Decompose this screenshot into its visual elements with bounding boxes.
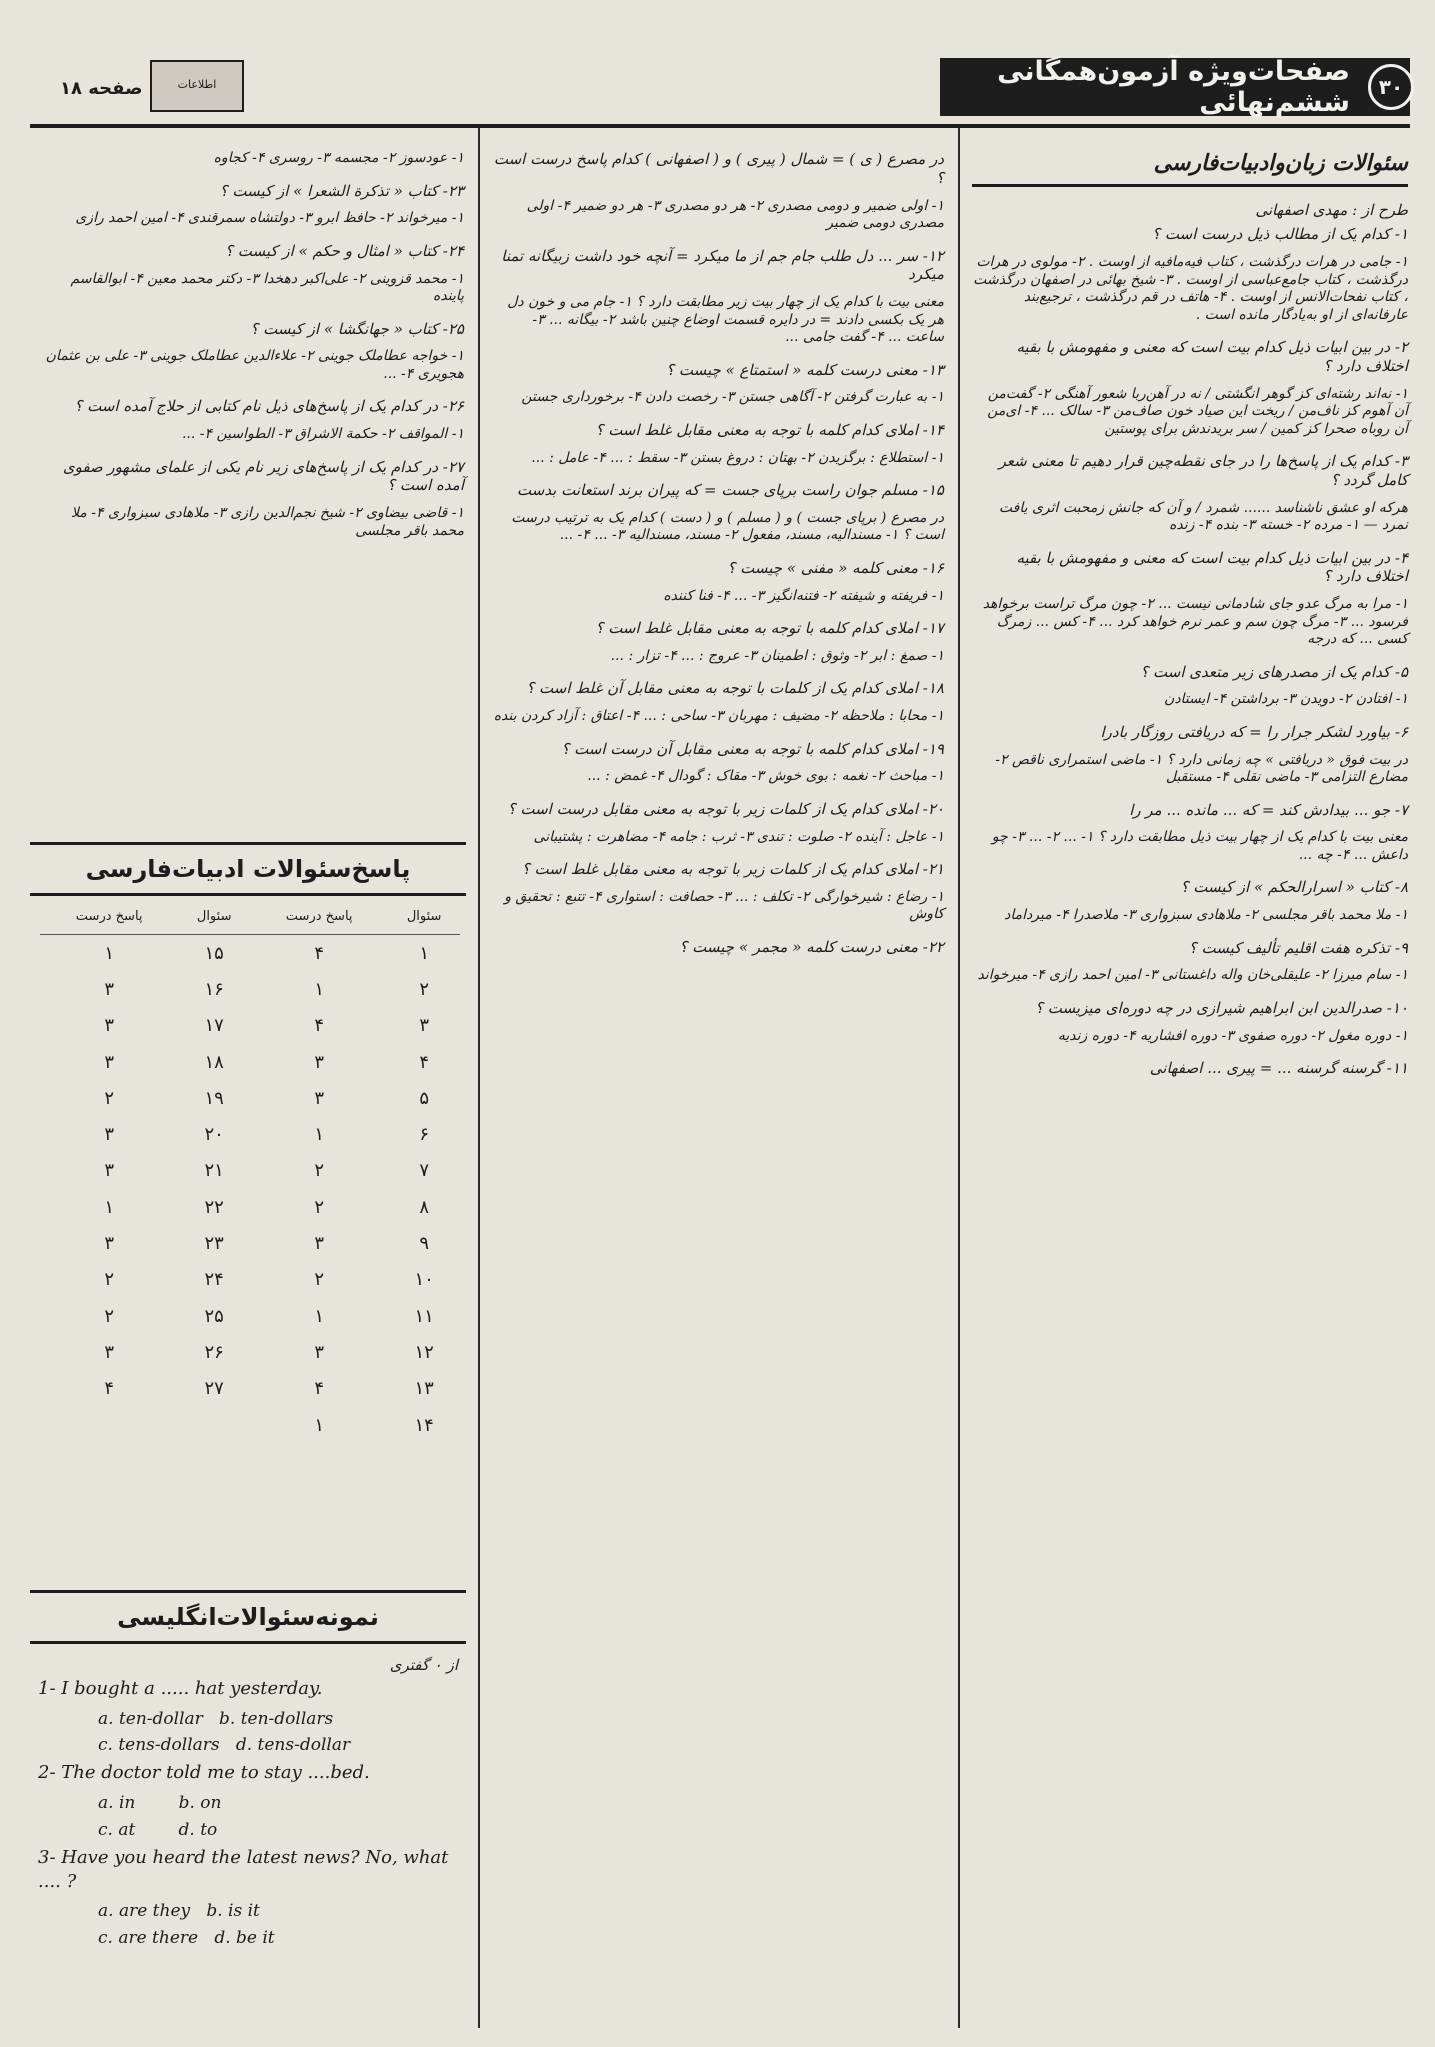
option-c: c. at bbox=[98, 1819, 136, 1840]
question: ۱۱- گرسنه گرسنه ... = پیری ... اصفهانی bbox=[1149, 1059, 1408, 1077]
cell: ۲۱ bbox=[204, 1160, 224, 1182]
cell: ۱ bbox=[314, 978, 324, 1000]
cell: ۱۷ bbox=[204, 1015, 224, 1037]
question: ۱۴- املای کدام کلمه با توجه به معنی مقابل غلط است ؟ bbox=[595, 420, 944, 439]
table-row bbox=[40, 1044, 460, 1080]
english-option bbox=[98, 1819, 458, 1842]
cell: ۱۰ bbox=[414, 1269, 434, 1291]
cell: ۲۶ bbox=[204, 1341, 224, 1363]
question-options: ۱- عودسوز ۲- مجسمه ۳- روسری ۴- کجاوه bbox=[213, 150, 464, 166]
cell: ۲۳ bbox=[204, 1233, 224, 1255]
question-options: ۱- فریفته و شیفته ۲- فتنه‌انگیز ۳- ... ۴- فنا کننده bbox=[663, 587, 944, 604]
middle-column bbox=[492, 150, 944, 967]
cell: ۳ bbox=[104, 1233, 114, 1255]
question-options: ۱- استطلاع : برگزیدن ۲- بهتان : دروغ بستن ۳- سقط : ... ۴- عامل : ... bbox=[531, 449, 944, 466]
cell: ۳ bbox=[104, 1160, 114, 1182]
question: ۸- کتاب « اسرارالحکم » از کیست ؟ bbox=[1180, 878, 1408, 897]
cell bbox=[178, 1407, 250, 1443]
cell: ۲۷ bbox=[204, 1378, 224, 1400]
question: ۱۵- مسلم جوان راست برپای جست = که پیران برند استعانت بدست bbox=[517, 481, 944, 499]
cell: ۳ bbox=[104, 1051, 114, 1073]
question: ۱۹- املای کدام کلمه با توجه به معنی مقابل آن درست است ؟ bbox=[561, 739, 944, 758]
cell: ۸ bbox=[419, 1196, 429, 1218]
cell: ۴ bbox=[314, 1378, 324, 1400]
english-question: 3- Have you heard the latest news? No, what .... ? bbox=[38, 1846, 449, 1892]
cell: ۱ bbox=[314, 1414, 324, 1436]
option-c: c. tens-dollars bbox=[98, 1735, 220, 1756]
cell: ۳ bbox=[104, 978, 114, 1000]
cell: ۲۵ bbox=[204, 1305, 224, 1327]
answers-header-row bbox=[40, 905, 460, 935]
cell: ۲۰ bbox=[204, 1124, 224, 1146]
cell: ۲ bbox=[314, 1196, 324, 1218]
question-options: ۱- جامی در هرات درگذشت ، کتاب فیه‌مافیه از اوست . ۲- مولوی در هرات درگذشت ، کتاب جامع‌عباسی از اوست . ۳- شیخ بهائی در اصفهان درگذشت ، کتاب نفحات‌الانس از اوست . ۴- هاتف در قم درگذشت ، ترجیع‌بند عارفانه‌ای از او به‌یادگار مانده است . bbox=[973, 254, 1408, 323]
right-column bbox=[972, 150, 1408, 1088]
cell: ۱۳ bbox=[414, 1378, 434, 1400]
cell: ۴ bbox=[104, 1378, 114, 1400]
table-row bbox=[40, 1334, 460, 1370]
cell: ۳ bbox=[314, 1087, 324, 1109]
cell: ۱۱ bbox=[414, 1305, 434, 1327]
english-question: 2- The doctor told me to stay ....bed. bbox=[38, 1762, 370, 1784]
table-row bbox=[40, 1262, 460, 1298]
cell: ۱ bbox=[104, 1196, 114, 1218]
question: ۳- کدام یک از پاسخ‌ها را در جای نقطه‌چین قرار دهیم تا معنی شعر کامل گردد ؟ bbox=[998, 452, 1408, 489]
question: ۲- در بین ابیات ذیل کدام بیت است که معنی و مفهومش با بقیه اختلاف دارد ؟ bbox=[1016, 338, 1408, 375]
english-option bbox=[98, 1792, 458, 1815]
header-title: صفحات‌ویژه آزمون‌همگانی‌ ششم‌نهائی bbox=[997, 56, 1350, 118]
header-cell: سئوال bbox=[178, 905, 250, 935]
header-cell: پاسخ درست bbox=[40, 905, 178, 935]
option-a: a. are they bbox=[98, 1901, 191, 1922]
question: ۲۵- کتاب « جهانگشا » از کیست ؟ bbox=[250, 319, 464, 338]
question-options: در مصرع ( برپای جست ) و ( مسلم ) و ( دست ) کدام یک به ترتیب درست است ؟ ۱- مسندالیه، مسند، مفعول ۲- مسند، مسندالیه ۳- ... ۴- ... bbox=[511, 509, 944, 544]
option-d: d. to bbox=[178, 1819, 218, 1840]
cell: ۲ bbox=[314, 1160, 324, 1182]
question-options: ۱- محمد قزوینی ۲- علی‌اکبر دهخدا ۳- دکتر محمد معین ۴- ابوالقاسم پاینده bbox=[70, 270, 464, 304]
cell: ۳ bbox=[314, 1233, 324, 1255]
header-cell: پاسخ درست bbox=[250, 905, 388, 935]
question-options: ۱- محابا : ملاحظه ۲- مضیف : مهربان ۳- ساحی : ... ۴- اعتاق : آزاد کردن بنده bbox=[493, 708, 944, 724]
question: ۱۲- سر ... دل طلب جام جم از ما میکرد = آنچه خود داشت زبیگانه تمنا میکرد bbox=[501, 246, 944, 284]
question-options: معنی بیت با کدام یک از چهار بیت زیر مطابقت دارد ؟ ۱- جام می و خون دل هر یک بکسی دادند = در دایره قسمت اوضاع چنین باشد ۲- بیگانه ... ۳- ساعت ... ۴- گفت جامی ... bbox=[507, 294, 944, 345]
option-b: b. on bbox=[178, 1792, 222, 1813]
english-note: از ۰ گفتری bbox=[389, 1656, 458, 1674]
top-divider bbox=[30, 124, 1410, 128]
option-d: d. be it bbox=[214, 1928, 275, 1949]
option-c: c. are there bbox=[98, 1928, 199, 1949]
question: ۲۶- در کدام یک از پاسخ‌های ذیل نام کتابی از حلاج آمده است ؟ bbox=[74, 397, 464, 416]
table-row bbox=[40, 1225, 460, 1261]
cell: ۲ bbox=[104, 1087, 114, 1109]
cell: ۱ bbox=[314, 1305, 324, 1327]
table-row bbox=[40, 1116, 460, 1152]
option-a: a. ten-dollar bbox=[98, 1708, 203, 1729]
cell: ۱ bbox=[314, 1124, 324, 1146]
question: ۶- بیاورد لشکر جرار را = که دریافتی روزگار بادرا bbox=[1100, 722, 1408, 741]
cell: ۱۴ bbox=[414, 1414, 434, 1436]
question-options: ۱- نه‌اند رشته‌ای کز گوهر انگشتی / نه در آهن‌ربا شعور آهنگی ۲- گفت‌من آن آهوم کز ناف‌من / ریخت این صیاد خون صاف‌من ۳- سالک ... ۴- ای‌من آن روباه صحرا کز کمین / سر بریدندش برای پوستین bbox=[987, 385, 1408, 437]
english-option bbox=[98, 1900, 458, 1923]
cell: ۵ bbox=[419, 1087, 429, 1109]
cell bbox=[40, 1407, 178, 1443]
cell: ۱۲ bbox=[414, 1341, 434, 1363]
question-options: ۱- به عبارت گرفتن ۲- آگاهی جستن ۳- رخصت دادن ۴- برخورداری جستن bbox=[521, 389, 944, 406]
question: ۲۱- املای کدام یک از کلمات زیر با توجه به معنی مقابل غلط است ؟ bbox=[521, 860, 944, 878]
cell: ۲۴ bbox=[204, 1269, 224, 1291]
option-a: a. in bbox=[98, 1792, 136, 1813]
cell: ۲ bbox=[104, 1269, 114, 1291]
question-options: ۱- المواقف ۲- حکمة الاشراق ۳- الطواسین ۴- ... bbox=[181, 426, 464, 442]
table-row bbox=[40, 1080, 460, 1116]
question: ۲۰- املای کدام یک از کلمات زیر با توجه به معنی مقابل درست است ؟ bbox=[507, 799, 944, 818]
logo-text: اطلاعات bbox=[177, 78, 217, 91]
question-options: هرکه او عشق ناشناسد ...... شمرد / و آن که جانش زمحبت اثری یافت نمرد — ۱- مرده ۲- خسته ۳- بنده ۴- زنده bbox=[998, 499, 1408, 533]
question-options: ۱- خواجه عطاملک جوینی ۲- علاءالدین عطاملک جوینی ۳- علی بن عثمان هجویری ۴- ... bbox=[45, 348, 464, 382]
question-options: ۱- صمغ : ابر ۲- وثوق : اطمینان ۳- عروج : ... ۴- تزار : ... bbox=[610, 647, 944, 664]
cell: ۳ bbox=[314, 1051, 324, 1073]
cell: ۳ bbox=[104, 1341, 114, 1363]
question: ۲۷- در کدام یک از پاسخ‌های زیر نام یکی از علمای مشهور صفوی آمده است ؟ bbox=[62, 457, 464, 495]
english-title: نمونه‌سئوالات‌انگلیسی bbox=[30, 1590, 466, 1644]
cell: ۱۶ bbox=[204, 978, 224, 1000]
table-row bbox=[40, 1298, 460, 1334]
question: ۱۳- معنی درست کلمه « استمتاع » چیست ؟ bbox=[666, 360, 944, 379]
english-question: 1- I bought a ..... hat yesterday. bbox=[38, 1678, 323, 1700]
cell: ۲ bbox=[104, 1305, 114, 1327]
question: ۲۲- معنی درست کلمه « مجمر » چیست ؟ bbox=[679, 937, 944, 956]
question-list-right bbox=[972, 225, 1408, 1078]
header-number-badge: ۳۰ bbox=[1368, 64, 1414, 110]
cell: ۳ bbox=[104, 1124, 114, 1146]
cell: ۲ bbox=[314, 1269, 324, 1291]
cell: ۶ bbox=[419, 1124, 429, 1146]
table-row bbox=[40, 935, 460, 972]
table-row bbox=[40, 1153, 460, 1189]
question: ۱۶- معنی کلمه « مفنی » چیست ؟ bbox=[727, 558, 944, 577]
cell: ۲۲ bbox=[204, 1196, 224, 1218]
cell: ۲ bbox=[419, 978, 429, 1000]
author-line: طرح از : مهدی اصفهانی bbox=[1255, 200, 1408, 219]
cell: ۴ bbox=[419, 1051, 429, 1073]
column-divider-right bbox=[958, 128, 960, 2028]
question: در مصرع ( ی ) = شمال ( پیری ) و ( اصفهانی ) کدام پاسخ درست است ؟ bbox=[493, 150, 944, 187]
table-row bbox=[40, 1371, 460, 1407]
left-column-questions bbox=[38, 150, 464, 554]
cell: ۴ bbox=[314, 1015, 324, 1037]
english-option bbox=[98, 1734, 458, 1757]
cell: ۳ bbox=[314, 1341, 324, 1363]
header-banner bbox=[940, 58, 1410, 116]
question-options: ۱- رضاع : شیرخوارگی ۲- تکلف : ... ۳- حصافت : استواری ۴- تتبع : تحقیق و کاوش bbox=[504, 888, 944, 923]
cell: ۱۵ bbox=[204, 942, 224, 964]
question: ۵- کدام یک از مصدرهای زیر متعدی است ؟ bbox=[1140, 662, 1408, 681]
question: ۱۷- املای کدام کلمه با توجه به معنی مقابل غلط است ؟ bbox=[595, 619, 944, 637]
cell: ۴ bbox=[314, 942, 324, 964]
question-options: ۱- دوره مغول ۲- دوره صفوی ۳- دوره افشاریه ۴- دوره زندیه bbox=[1057, 1027, 1408, 1044]
question-options: ۱- مرا به مرگ عدو جای شادمانی نیست ... ۲- چون مرگ تراست برخواهد فرسود ... ۳- مرگ چون سم و عمر نرم خواهد کرد ... ۴- کس ... زمرگ کسی ... که درجه bbox=[982, 596, 1408, 647]
answers-title: پاسخ‌سئوالات ادبیات‌فارسی bbox=[30, 842, 466, 896]
option-d: d. tens-dollar bbox=[235, 1735, 351, 1756]
option-b: b. ten-dollars bbox=[219, 1708, 334, 1729]
cell: ۱ bbox=[104, 942, 114, 964]
cell: ۱۹ bbox=[204, 1087, 224, 1109]
question-options: ۱- عاجل : آینده ۲- صلوت : تندی ۳- ثرب : جامه ۴- مضاهرت : پشتیبانی bbox=[533, 828, 944, 845]
cell: ۳ bbox=[104, 1015, 114, 1037]
option-b: b. is it bbox=[206, 1901, 260, 1922]
question-options: ۱- ملا محمد باقر مجلسی ۲- ملاهادی سبزواری ۳- ملاصدرا ۴- میرداماد bbox=[1004, 907, 1408, 923]
cell: ۹ bbox=[419, 1233, 429, 1255]
table-row bbox=[40, 1008, 460, 1044]
question-options: ۱- اولی ضمیر و دومی مصدری ۲- هر دو مصدری ۳- هر دو ضمیر ۴- اولی مصدری دومی ضمیر bbox=[526, 197, 944, 231]
cell: ۷ bbox=[419, 1160, 429, 1182]
question: ۹- تذکره هفت اقلیم تألیف کیست ؟ bbox=[1188, 938, 1408, 957]
table-row bbox=[40, 1189, 460, 1225]
question-options: ۱- مباحث ۲- نغمه : بوی خوش ۳- مقاک : گودال ۴- غمض : ... bbox=[587, 768, 944, 785]
english-option bbox=[98, 1927, 458, 1950]
cell: ۱۸ bbox=[204, 1051, 224, 1073]
newspaper-logo bbox=[150, 60, 244, 112]
cell: ۳ bbox=[419, 1015, 429, 1037]
question: ۲۳- کتاب « تذکرة الشعرا » از کیست ؟ bbox=[219, 181, 464, 200]
english-option bbox=[98, 1708, 458, 1731]
english-questions bbox=[38, 1655, 458, 1954]
question: ۱- کدام یک از مطالب ذیل درست است ؟ bbox=[1152, 225, 1408, 244]
page-number-label: صفحه ۱۸ bbox=[60, 78, 143, 99]
header-cell: سئوال bbox=[388, 905, 460, 935]
question: ۱۸- املای کدام یک از کلمات با توجه به معنی مقابل آن غلط است ؟ bbox=[526, 679, 944, 698]
question-options: ۱- افتادن ۲- دویدن ۳- برداشتن ۴- ایستادن bbox=[1164, 691, 1408, 708]
question-options: ۱- سام میرزا ۲- علیقلی‌خان واله داغستانی ۳- امین احمد رازی ۴- میرخواند bbox=[977, 967, 1408, 984]
question: ۱۰- صدرالدین ابن ابراهیم شیرازی در چه دوره‌ای میزیست ؟ bbox=[1035, 998, 1408, 1017]
question: ۲۴- کتاب « امثال و حکم » از کیست ؟ bbox=[225, 241, 464, 260]
answers-table bbox=[40, 905, 460, 1443]
question: ۴- در بین ابیات ذیل کدام بیت است که معنی و مفهومش با بقیه اختلاف دارد ؟ bbox=[1016, 548, 1408, 586]
table-row bbox=[40, 971, 460, 1007]
question-options: در بیت فوق « دریافتی » چه زمانی دارد ؟ ۱- ماضی استمراری ناقص ۲- مضارع التزامی ۳- ماضی نقلی ۴- مستقبل bbox=[995, 751, 1408, 785]
question-options: ۱- میرخواند ۲- حافظ ابرو ۳- دولتشاه سمرقندی ۴- امین احمد رازی bbox=[75, 210, 464, 227]
cell: ۱ bbox=[419, 942, 429, 964]
question-options: ۱- قاضی بیضاوی ۲- شیخ نجم‌الدین رازی ۳- ملاهادی سبزواری ۴- ملا محمد باقر مجلسی bbox=[70, 505, 464, 539]
column-divider-left bbox=[478, 128, 480, 2028]
section-title-persian-literature: سئوالات زبان‌وادبیات‌فارسی bbox=[972, 150, 1408, 187]
question: ۷- جو ... بیدادش کند = که ... مانده ... مر را bbox=[1129, 800, 1408, 819]
question-options: معنی بیت با کدام یک از چهار بیت ذیل مطابقت دارد ؟ ۱- ... ۲- ... ۳- چو داعش ... ۴- چه ... bbox=[991, 829, 1408, 863]
table-row bbox=[40, 1407, 460, 1443]
